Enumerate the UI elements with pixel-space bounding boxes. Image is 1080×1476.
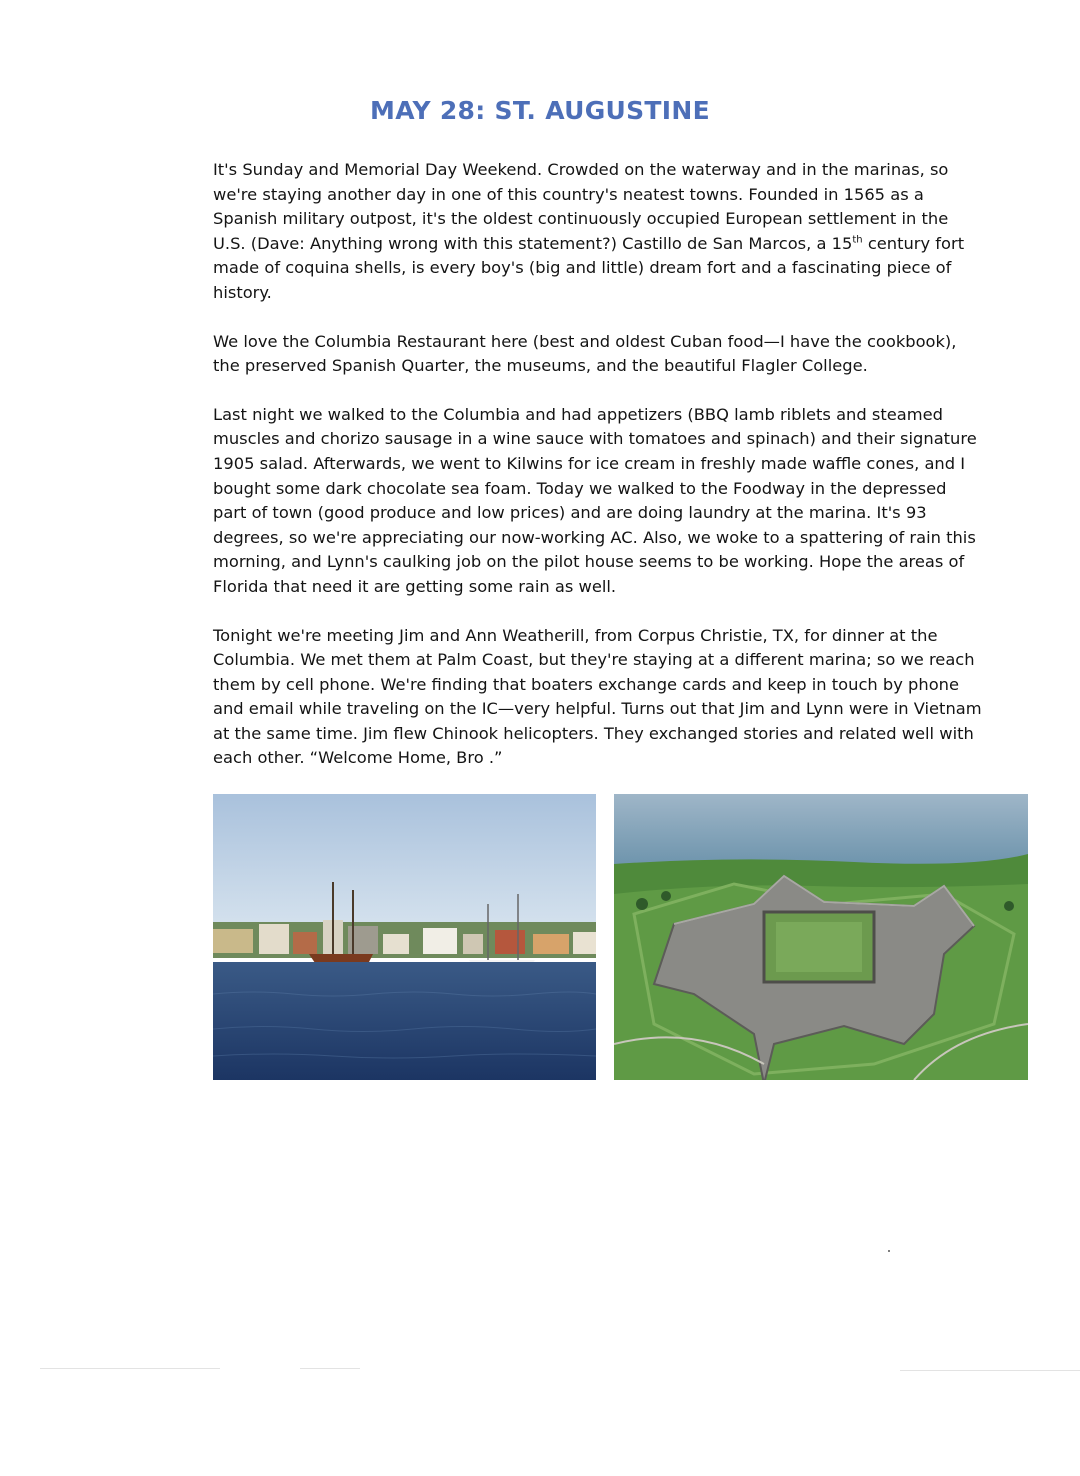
scan-artifact-line — [300, 1368, 360, 1369]
article-body — [213, 158, 983, 795]
paragraph-2: We love the Columbia Restaurant here (best and oldest Cuban food—I have the cookbook), the preserved Spanish Quarter, the museums, and the beautiful Flagler College. — [213, 331, 957, 376]
paragraph-4: Tonight we're meeting Jim and Ann Weatherill, from Corpus Christie, TX, for dinner at the Columbia. We met them at Palm Coast, but they're staying at a different marina; so we reach them by cell phone. We're finding that boaters exchange cards and keep in touch by phone and email while traveling on the IC—very helpful. Turns out that Jim and Lynn were in Vietnam at the same time. Jim flew Chinook helicopters. They exchanged stories and related well with each other. “Welcome Home, Bro .” — [213, 625, 982, 768]
scan-artifact-line — [900, 1370, 1080, 1371]
paragraph-1-text-a: It's Sunday and Memorial Day Weekend. Crowded on the waterway and in the marinas, so we're staying another day in one of this country's neatest towns. Founded in 1565 as a Spanish military outpost, it's the oldest continuously occupied European settlement in the U.S. (Dave: Anything wrong with this statement?) Castillo de San Marcos, a 15 — [213, 160, 949, 253]
page-title: MAY 28: ST. AUGUSTINE — [370, 96, 710, 125]
paragraph-1-text-b: century fort made of coquina shells, is every boy's (big and little) dream fort and a fascinating piece of history. — [213, 233, 965, 302]
fort-aerial-photo — [614, 794, 1028, 1080]
waterfront-photo-illustration — [213, 794, 596, 1080]
waterfront-photo — [213, 794, 596, 1080]
paragraph-1 — [213, 158, 983, 306]
scan-artifact-line — [40, 1368, 220, 1369]
paragraph-3: Last night we walked to the Columbia and had appetizers (BBQ lamb riblets and steamed muscles and chorizo sausage in a wine sauce with tomatoes and spinach) and their signature 1905 salad. Afterwards, we went to Kilwins for ice cream in freshly made waffle cones, and I bought some dark chocolate sea foam. Today we walked to the Foodway in the depressed part of town (good produce and low prices) and are doing laundry at the marina. It's 93 degrees, so we're appreciating our now-working AC. Also, we woke to a spattering of rain this morning, and Lynn's caulking job on the pilot house seems to be working. Hope the areas of Florida that need it are getting some rain as well. — [213, 404, 977, 596]
fort-aerial-photo-illustration — [614, 794, 1028, 1080]
scan-artifact-dot — [888, 1250, 890, 1252]
paragraph-1-superscript: th — [852, 234, 863, 246]
